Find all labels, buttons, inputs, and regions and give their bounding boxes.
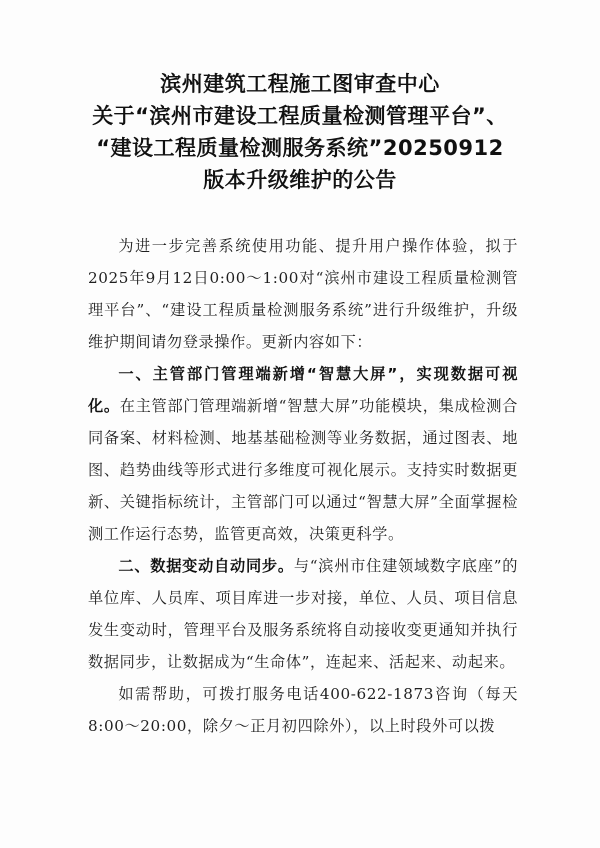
item1-text: 在主管部门管理端新增“智慧大屏”功能模块，集成检测合同备案、材料检测、地基基础检测等业务数据，通过图表、地图、趋势曲线等形式进行多维度可视化展示。支持实时数据更新、关键指标统计，主管部门可以通过“智慧大屏”全面掌握检测工作运行态势，监管更高效，决策更科学。 (88, 397, 518, 543)
title-line-4: 版本升级维护的公告 (203, 168, 397, 192)
item2-heading: 二、数据变动自动同步。 (118, 557, 294, 575)
item1-paragraph (88, 358, 518, 550)
item2-text: 与“滨州市住建领域数字底座”的单位库、人员库、项目库进一步对接，单位、人员、项目信息发生变动时，管理平台及服务系统将自动接收变更通知并执行数据同步，让数据成为“生命体”，连起来、活起来、动起来。 (88, 557, 519, 671)
title-line-2: 关于“滨州市建设工程质量检测管理平台”、 (92, 104, 508, 128)
title-line-1: 滨州建筑工程施工图审查中心 (160, 72, 440, 96)
item2-paragraph (88, 550, 518, 678)
intro-paragraph: 为进一步完善系统使用功能、提升用户操作体验，拟于2025年9月12日0:00～1:00对“滨州市建设工程质量检测管理平台”、“建设工程质量检测服务系统”进行升级维护，升级维护期间请勿登录操作。更新内容如下： (88, 237, 518, 351)
document-body (88, 230, 518, 742)
help-paragraph: 如需帮助，可拨打服务电话400-622-1873咨询（每天8:00～20:00，除夕～正月初四除外），以上时段外可以拨 (88, 685, 518, 735)
document-title (60, 68, 540, 196)
item1-heading: 一、主管部门管理端新增“智慧大屏”，实现数据可视化。 (88, 365, 518, 415)
title-line-3: “建设工程质量检测服务系统”20250912 (96, 136, 504, 160)
